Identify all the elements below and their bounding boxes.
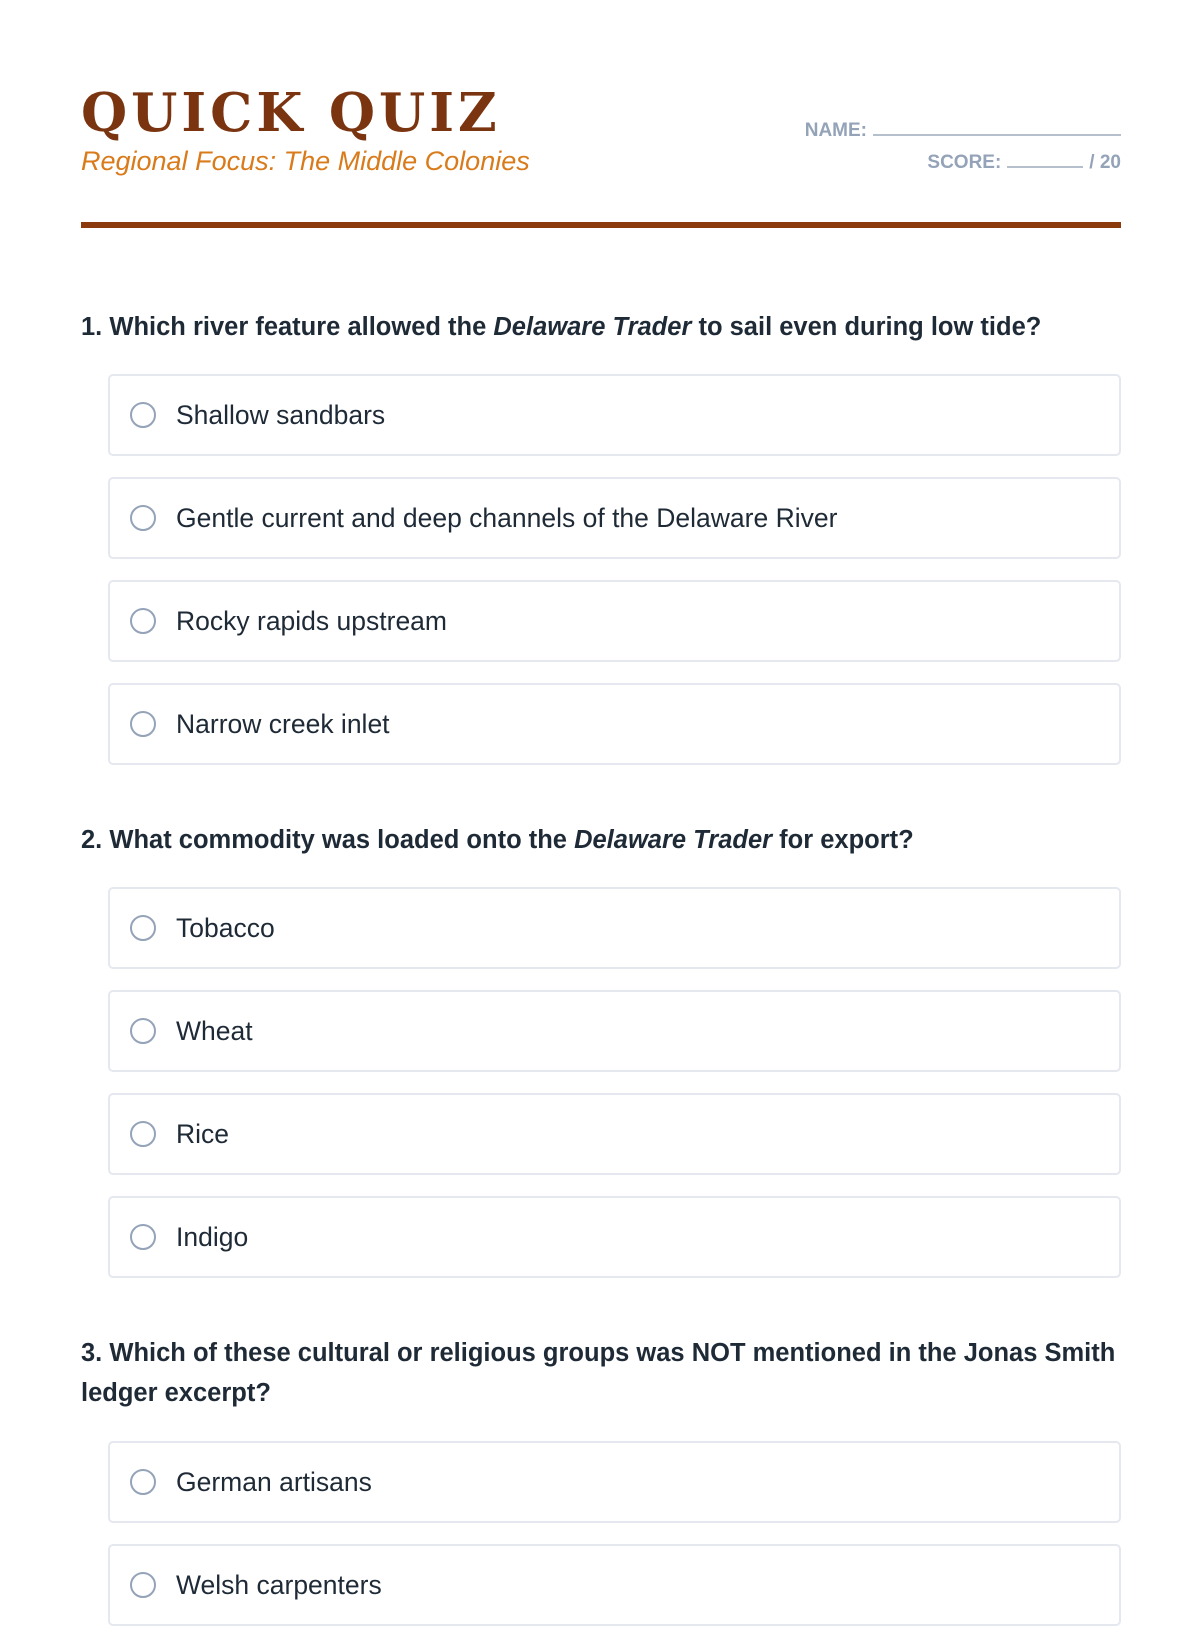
quiz-header	[81, 82, 1121, 228]
radio-button-icon[interactable]	[130, 1224, 156, 1250]
radio-button-icon[interactable]	[130, 608, 156, 634]
question-2	[81, 820, 1121, 1252]
question-1-option-a[interactable]	[108, 374, 1121, 456]
score-label: SCORE:	[927, 152, 1002, 173]
quiz-title: QUICK QUIZ	[81, 82, 501, 144]
question-2-option-b[interactable]	[108, 990, 1121, 1072]
name-blank[interactable]	[873, 118, 1121, 136]
option-label: Rice	[176, 1119, 230, 1149]
option-label: Narrow creek inlet	[176, 709, 390, 739]
question-2-option-a[interactable]	[108, 887, 1121, 969]
option-label: German artisans	[176, 1467, 372, 1497]
radio-button-icon[interactable]	[130, 505, 156, 531]
question-text-end: to sail even during low tide?	[698, 313, 1042, 341]
ship-name: Delaware Trader	[574, 826, 773, 854]
option-label: Shallow sandbars	[176, 400, 386, 430]
name-row	[805, 118, 1121, 150]
question-number: 1.	[81, 313, 103, 341]
radio-button-icon[interactable]	[130, 711, 156, 737]
score-total: / 20	[1089, 152, 1121, 173]
question-1-option-d[interactable]	[108, 683, 1121, 765]
radio-button-icon[interactable]	[130, 915, 156, 941]
question-text-start: Which river feature allowed the	[109, 313, 487, 341]
question-text: Which of these cultural or religious groups was NOT mentioned in the Jonas Smith ledger excerpt?	[81, 1339, 1116, 1407]
question-2-option-c[interactable]	[108, 1093, 1121, 1175]
score-row	[805, 150, 1121, 182]
radio-button-icon[interactable]	[130, 1018, 156, 1044]
question-3	[81, 1333, 1121, 1600]
option-label: Rocky rapids upstream	[176, 606, 447, 636]
question-number: 3.	[81, 1339, 103, 1367]
option-label: Wheat	[176, 1016, 253, 1046]
option-label: Gentle current and deep channels of the Delaware River	[176, 503, 838, 533]
radio-button-icon[interactable]	[130, 1469, 156, 1495]
quiz-subtitle: Regional Focus: The Middle Colonies	[81, 146, 530, 176]
option-label: Tobacco	[176, 913, 275, 943]
name-label: NAME:	[804, 120, 867, 141]
question-2-option-d[interactable]	[108, 1196, 1121, 1278]
radio-button-icon[interactable]	[130, 1572, 156, 1598]
question-3-text	[81, 1333, 1121, 1413]
question-number: 2.	[81, 826, 103, 854]
question-1	[81, 307, 1121, 739]
question-1-option-b[interactable]	[108, 477, 1121, 559]
ship-name: Delaware Trader	[493, 313, 692, 341]
option-label: Welsh carpenters	[176, 1570, 382, 1600]
question-3-option-a[interactable]	[108, 1441, 1121, 1523]
question-2-text	[81, 820, 1121, 860]
quiz-page	[81, 0, 1121, 1600]
question-text-end: for export?	[779, 826, 914, 854]
question-1-option-c[interactable]	[108, 580, 1121, 662]
student-info	[805, 118, 1121, 182]
option-label: Indigo	[176, 1222, 249, 1252]
question-1-text	[81, 307, 1121, 347]
question-3-option-b[interactable]	[108, 1544, 1121, 1626]
question-text-start: What commodity was loaded onto the	[109, 826, 567, 854]
radio-button-icon[interactable]	[130, 1121, 156, 1147]
score-blank[interactable]	[1007, 150, 1083, 168]
radio-button-icon[interactable]	[130, 402, 156, 428]
